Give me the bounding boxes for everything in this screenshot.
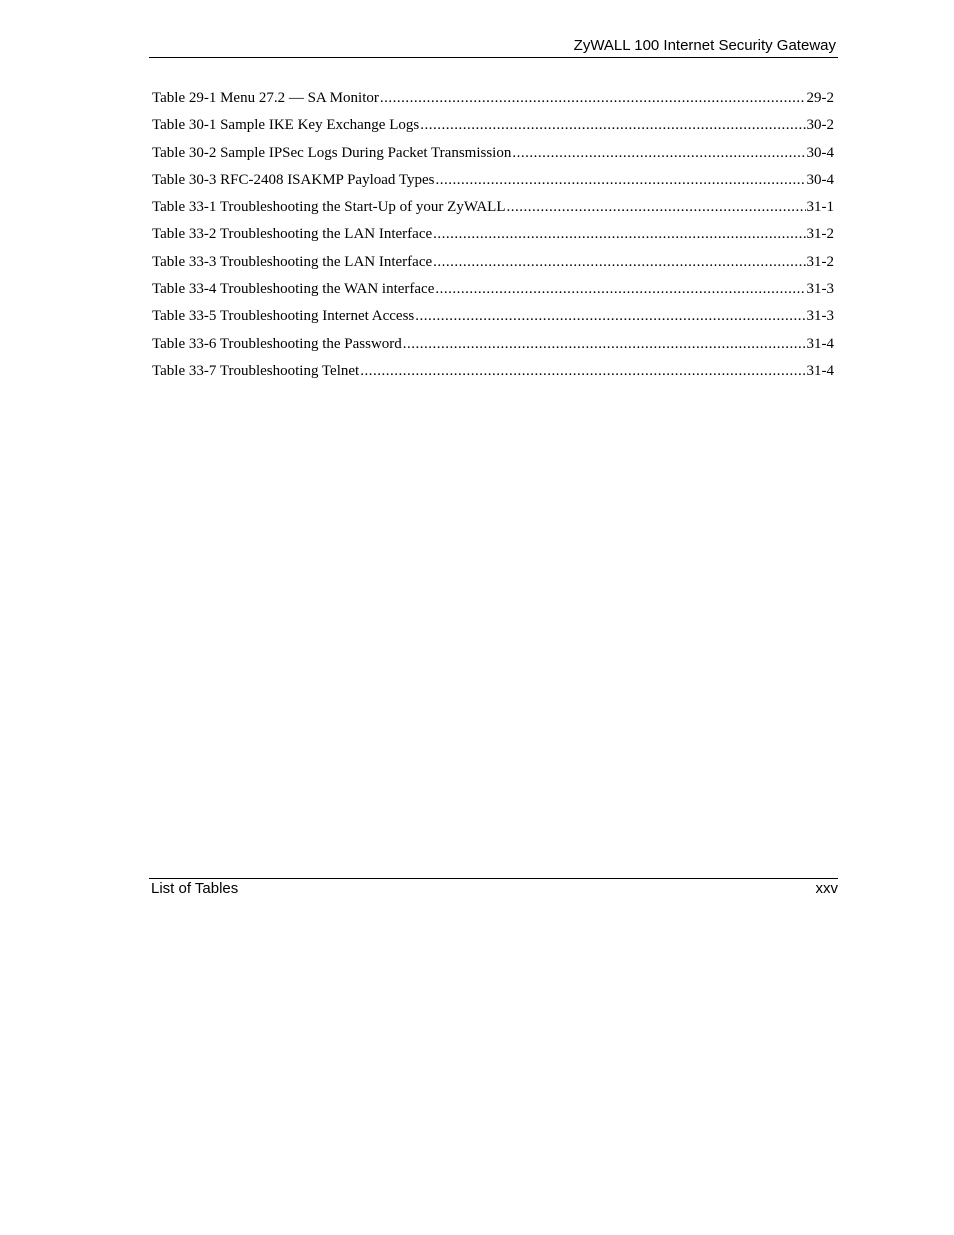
toc-entry-label[interactable]: Table 30-2 Sample IPSec Logs During Packet Transmission (152, 144, 512, 161)
list-of-tables (152, 87, 834, 387)
footer-page-number: xxv (815, 880, 838, 897)
toc-entry-page[interactable]: 30-2 (806, 117, 834, 134)
toc-entry[interactable] (152, 87, 834, 114)
toc-entry[interactable] (152, 251, 834, 278)
toc-entry-label[interactable]: Table 30-1 Sample IKE Key Exchange Logs (152, 117, 420, 134)
dot-leader (433, 223, 805, 245)
toc-entry[interactable] (152, 169, 834, 196)
toc-entry-page[interactable]: 31-2 (806, 226, 834, 243)
dot-leader (512, 142, 805, 164)
toc-entry-label[interactable]: Table 33-4 Troubleshooting the WAN interface (152, 281, 435, 298)
toc-entry-label[interactable]: Table 33-1 Troubleshooting the Start-Up of your ZyWALL (152, 199, 506, 216)
dot-leader (507, 196, 806, 218)
toc-entry-label[interactable]: Table 33-3 Troubleshooting the LAN Interface (152, 253, 433, 270)
footer-section-title: List of Tables (151, 880, 239, 897)
toc-entry[interactable] (152, 360, 834, 387)
toc-entry-page[interactable]: 30-4 (806, 144, 834, 161)
toc-entry-label[interactable]: Table 33-6 Troubleshooting the Password (152, 335, 402, 352)
toc-entry-page[interactable]: 31-4 (806, 362, 834, 379)
dot-leader (420, 114, 805, 136)
toc-entry[interactable] (152, 196, 834, 223)
toc-entry-page[interactable]: 31-3 (806, 281, 834, 298)
toc-entry-label[interactable]: Table 30-3 RFC-2408 ISAKMP Payload Types (152, 171, 435, 188)
toc-entry-page[interactable]: 29-2 (806, 90, 834, 106)
toc-entry-page[interactable]: 31-1 (806, 199, 834, 216)
toc-entry-label[interactable]: Table 33-2 Troubleshooting the LAN Interface (152, 226, 433, 243)
dot-leader (415, 305, 805, 327)
toc-entry-label[interactable]: Table 33-7 Troubleshooting Telnet (152, 362, 360, 379)
dot-leader (433, 251, 805, 273)
toc-entry-page[interactable]: 31-4 (806, 335, 834, 352)
toc-entry-page[interactable]: 31-2 (806, 253, 834, 270)
dot-leader (360, 360, 805, 382)
toc-entry-page[interactable]: 31-3 (806, 308, 834, 325)
toc-entry-label[interactable]: Table 33-5 Troubleshooting Internet Access (152, 308, 415, 325)
toc-entry[interactable] (152, 305, 834, 332)
dot-leader (380, 87, 806, 109)
toc-entry[interactable] (152, 142, 834, 169)
dot-leader (403, 333, 806, 355)
footer-divider (149, 878, 838, 879)
toc-entry[interactable] (152, 114, 834, 141)
toc-entry[interactable] (152, 333, 834, 360)
header-title: ZyWALL 100 Internet Security Gateway (573, 37, 836, 54)
toc-entry[interactable] (152, 278, 834, 305)
dot-leader (435, 169, 805, 191)
toc-entry-page[interactable]: 30-4 (806, 171, 834, 188)
toc-entry[interactable] (152, 223, 834, 250)
toc-entry-label[interactable]: Table 29-1 Menu 27.2 — SA Monitor (152, 90, 379, 106)
header-divider (149, 57, 838, 58)
dot-leader (435, 278, 805, 300)
